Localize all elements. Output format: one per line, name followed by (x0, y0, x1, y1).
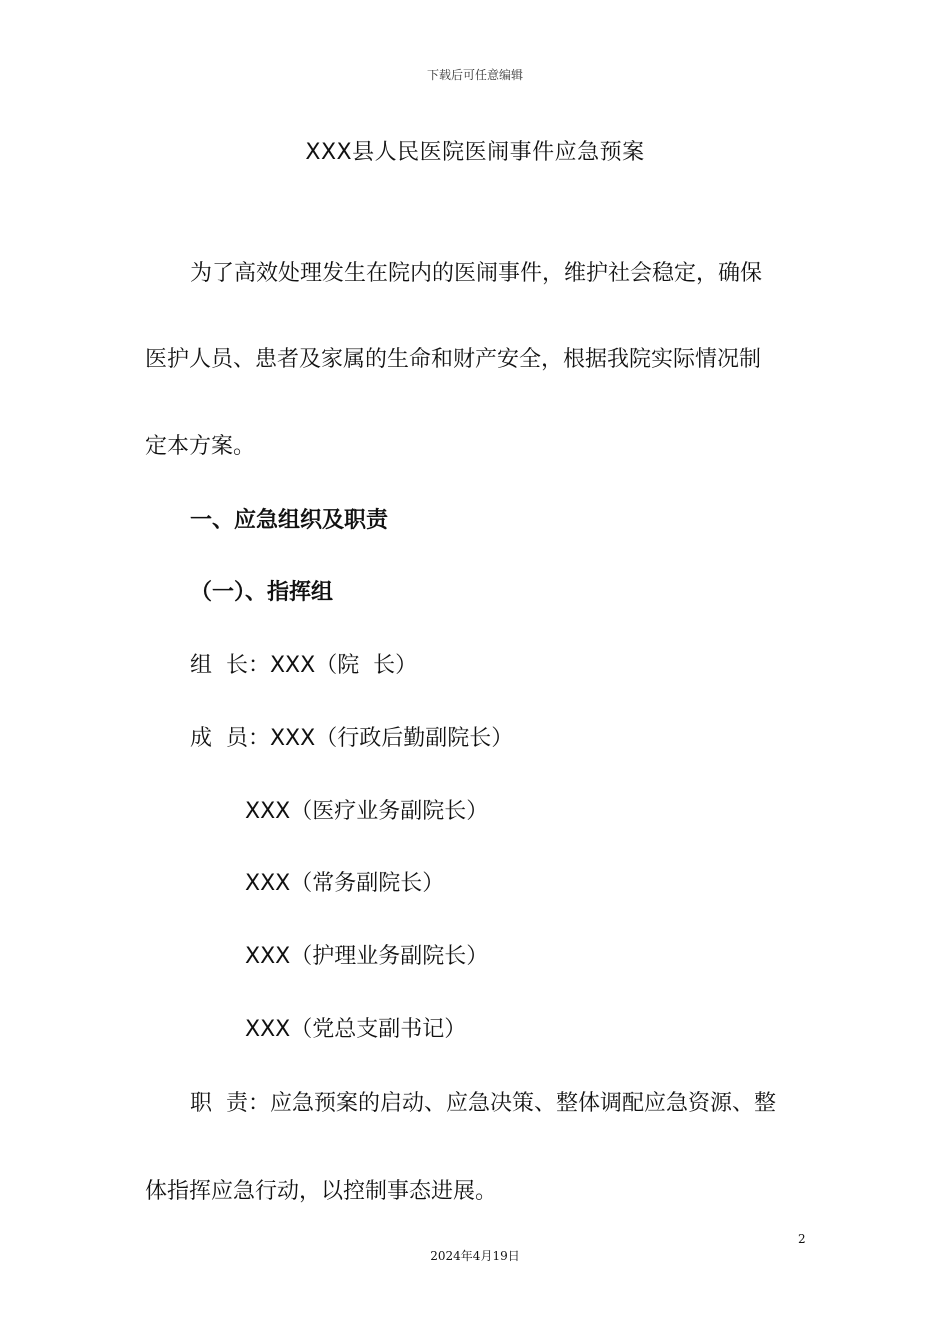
header-note: 下载后可任意编辑 (426, 68, 523, 82)
page-number: 2 (798, 1232, 806, 1246)
document-title: XXX县人民医院医闹事件应急预案 (305, 140, 645, 165)
duty-line-2: 体指挥应急行动，以控制事态进展。 (145, 1179, 498, 1204)
intro-paragraph-line-1: 为了高效处理发生在院内的医闹事件，维护社会稳定，确保 (190, 261, 763, 286)
duty-line-1: 职 责：应急预案的启动、应急决策、整体调配应急资源、整 (190, 1091, 776, 1116)
group-leader: 组 长：XXX（院 长） (190, 653, 418, 678)
intro-paragraph-line-3: 定本方案。 (145, 434, 256, 459)
group-member: XXX（护理业务副院长） (245, 944, 489, 969)
group-member: 成 员：XXX（行政后勤副院长） (190, 726, 514, 751)
intro-paragraph-line-2: 医护人员、患者及家属的生命和财产安全，根据我院实际情况制 (145, 347, 762, 372)
group-member: XXX（医疗业务副院长） (245, 799, 489, 824)
footer-date: 2024年4月19日 (430, 1249, 520, 1263)
group-member: XXX（党总支副书记） (245, 1017, 467, 1042)
subsection-heading: （一）、指挥组 (190, 580, 334, 605)
group-member: XXX（常务副院长） (245, 871, 445, 896)
section-heading: 一、应急组织及职责 (190, 508, 389, 533)
